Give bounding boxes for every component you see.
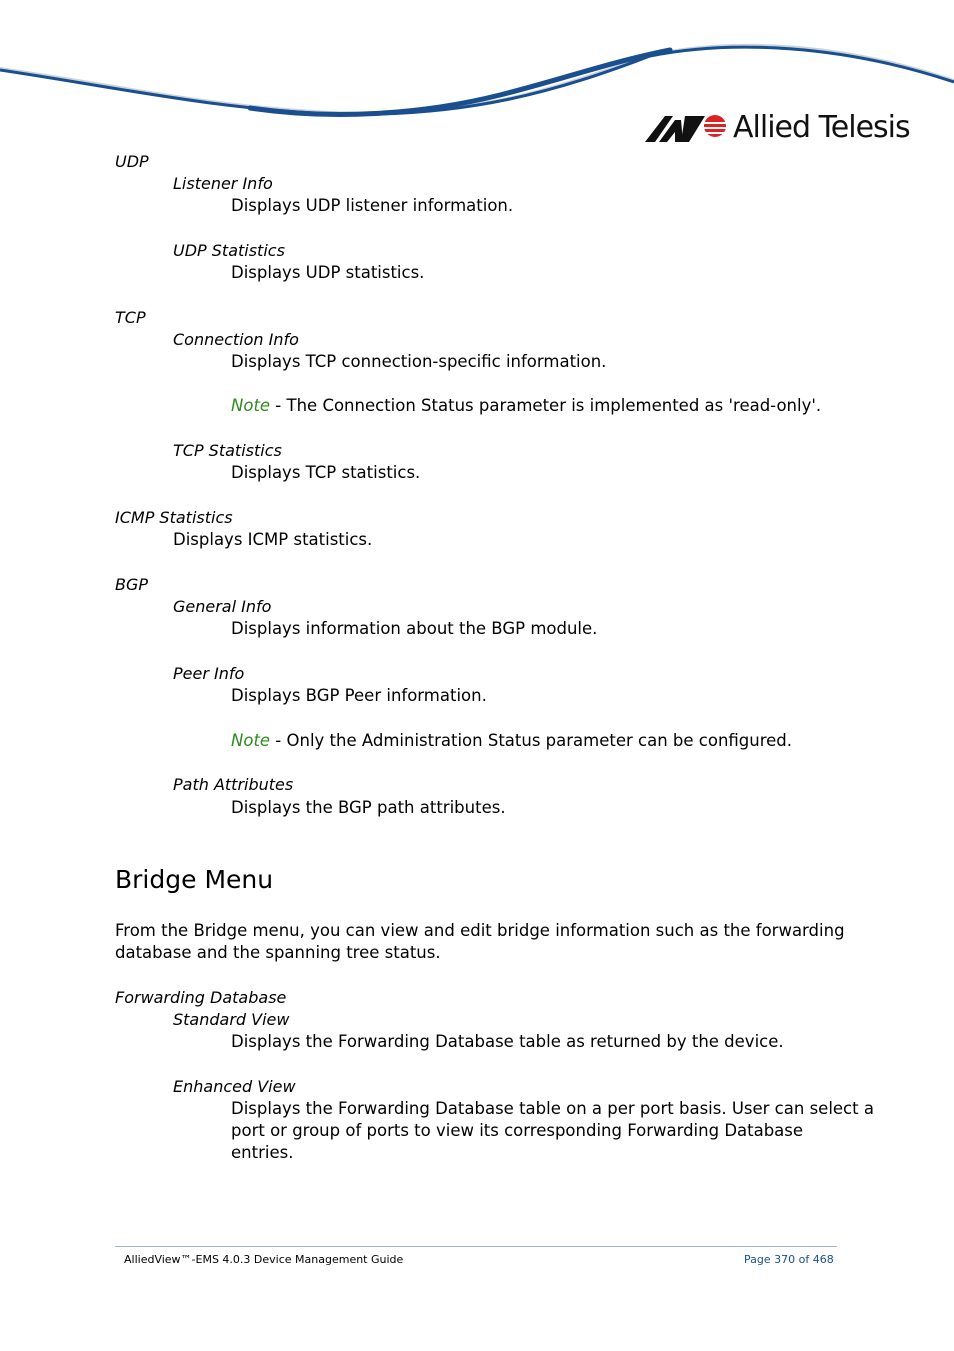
note-label: Note <box>231 731 271 750</box>
note-label: Note <box>231 396 271 415</box>
connection-info-note <box>231 395 821 417</box>
icmp-statistics-desc: Displays ICMP statistics. <box>173 530 373 549</box>
listener-info-title: Listener Info <box>173 174 273 193</box>
listener-info-desc: Displays UDP listener information. <box>231 196 514 215</box>
standard-view-title: Standard View <box>173 1010 290 1029</box>
bgp-title: BGP <box>115 575 149 594</box>
udp-statistics-title: UDP Statistics <box>173 241 285 260</box>
bridge-menu-heading: Bridge Menu <box>115 865 274 894</box>
footer-document-title: AlliedView™-EMS 4.0.3 Device Management Guide <box>124 1253 404 1266</box>
footer-divider <box>115 1246 837 1247</box>
enhanced-view-title: Enhanced View <box>173 1077 296 1096</box>
tcp-statistics-desc: Displays TCP statistics. <box>231 463 421 482</box>
standard-view-desc: Displays the Forwarding Database table as returned by the device. <box>231 1032 784 1051</box>
allied-telesis-logo-icon <box>645 112 727 144</box>
tcp-title: TCP <box>115 308 146 327</box>
bridge-intro-line-1: From the Bridge menu, you can view and edit bridge information such as the forwarding <box>115 921 845 940</box>
peer-info-title: Peer Info <box>173 664 245 683</box>
udp-statistics-desc: Displays UDP statistics. <box>231 263 425 282</box>
general-info-title: General Info <box>173 597 272 616</box>
udp-title: UDP <box>115 152 149 171</box>
peer-info-desc: Displays BGP Peer information. <box>231 686 487 705</box>
bridge-intro-line-2: database and the spanning tree status. <box>115 943 441 962</box>
logo-text: Allied Telesis <box>733 110 910 145</box>
company-logo <box>645 108 910 148</box>
connection-info-desc: Displays TCP connection-specific information. <box>231 352 607 371</box>
note-text: - The Connection Status parameter is implemented as 'read-only'. <box>270 396 822 415</box>
footer-page-number: Page 370 of 468 <box>744 1253 834 1266</box>
peer-info-note <box>231 730 792 752</box>
enhanced-view-desc-line-2: port or group of ports to view its corresponding Forwarding Database <box>231 1121 804 1140</box>
path-attributes-title: Path Attributes <box>173 775 294 794</box>
tcp-statistics-title: TCP Statistics <box>173 441 282 460</box>
note-text: - Only the Administration Status parameter can be configured. <box>270 731 793 750</box>
enhanced-view-desc-line-3: entries. <box>231 1143 294 1162</box>
general-info-desc: Displays information about the BGP module. <box>231 619 598 638</box>
icmp-statistics-title: ICMP Statistics <box>115 508 233 527</box>
forwarding-database-title: Forwarding Database <box>115 988 287 1007</box>
enhanced-view-desc-line-1: Displays the Forwarding Database table on a per port basis. User can select a <box>231 1099 874 1118</box>
path-attributes-desc: Displays the BGP path attributes. <box>231 798 506 817</box>
connection-info-title: Connection Info <box>173 330 299 349</box>
